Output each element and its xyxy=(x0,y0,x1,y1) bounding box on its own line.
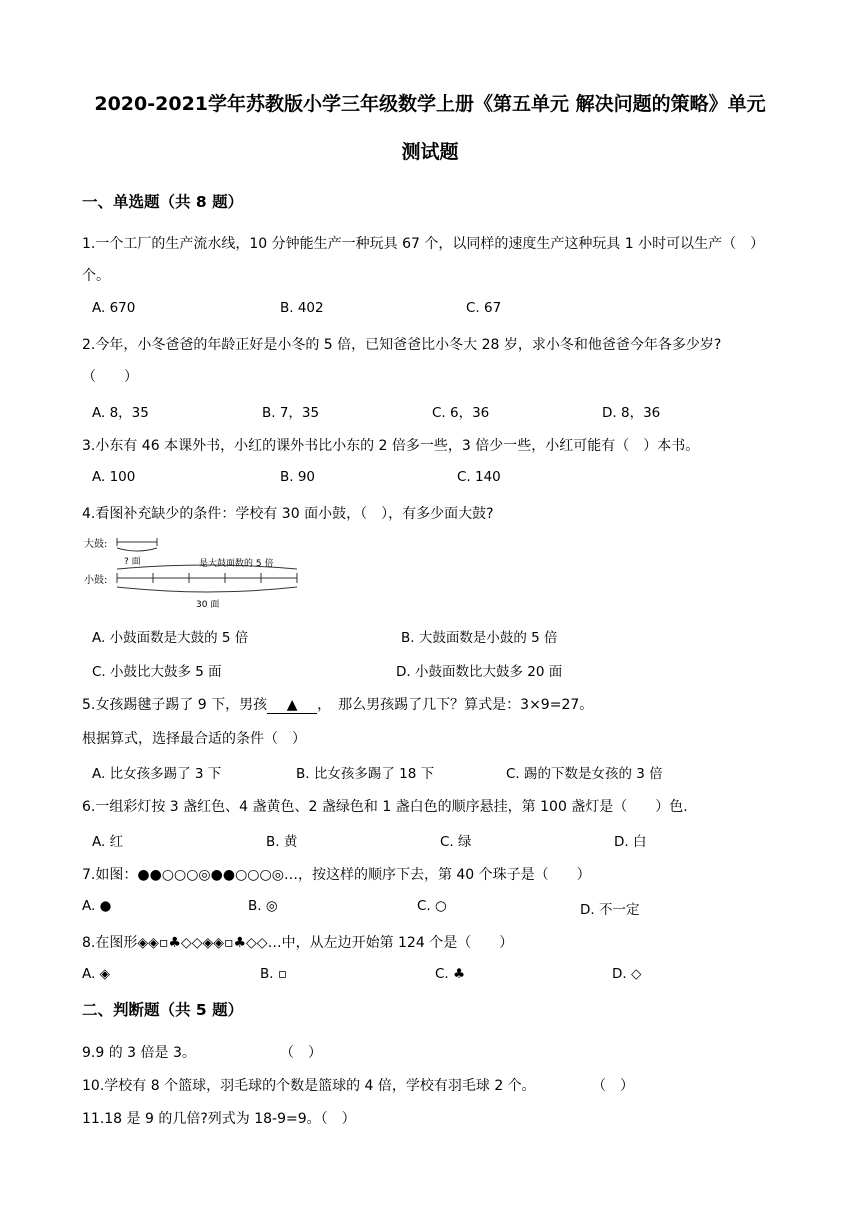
title-line-2: 测试题 xyxy=(401,141,459,163)
q2-option-a[interactable]: A. 8，35 xyxy=(92,405,149,421)
q2-option-b[interactable]: B. 7，35 xyxy=(262,405,320,421)
q2-option-c[interactable]: C. 6，36 xyxy=(432,405,490,421)
section-single-choice: 一、单选题（共 8 题） xyxy=(82,193,244,211)
q7-option-a[interactable]: A. ● xyxy=(82,898,112,914)
q8-option-c[interactable]: C. ♣ xyxy=(435,966,466,982)
q7-option-b[interactable]: B. ◎ xyxy=(248,898,278,914)
q4-option-c[interactable]: C. 小鼓比大鼓多 5 面 xyxy=(92,664,222,680)
big-drum-unknown: ? 面 xyxy=(124,557,141,567)
small-drum-total: 30 面 xyxy=(196,600,220,610)
q2-text-cont: （ ） xyxy=(82,369,138,385)
q5-text xyxy=(82,694,593,714)
q5-blank[interactable]: ▲ xyxy=(267,697,317,714)
q3-option-a[interactable]: A. 100 xyxy=(92,469,136,485)
q5-option-a[interactable]: A. 比女孩多踢了 3 下 xyxy=(92,766,222,782)
big-drum-label: 大鼓: xyxy=(84,539,108,550)
small-drum-label: 小鼓: xyxy=(84,575,108,586)
q1-option-c[interactable]: C. 67 xyxy=(466,300,502,316)
q4-option-d[interactable]: D. 小鼓面数比大鼓多 20 面 xyxy=(396,664,563,680)
q3-option-b[interactable]: B. 90 xyxy=(280,469,316,485)
q8-option-a[interactable]: A. ◈ xyxy=(82,966,110,982)
small-drum-bottom-brace xyxy=(117,587,297,592)
q4-text: 4.看图补充缺少的条件：学校有 30 面小鼓，（ ），有多少面大鼓? xyxy=(82,506,494,522)
q5-option-b[interactable]: B. 比女孩多踢了 18 下 xyxy=(296,766,435,782)
q9-answer-paren[interactable]: （ ） xyxy=(280,1045,322,1061)
q10-text: 10.学校有 8 个篮球，羽毛球的个数是篮球的 4 倍，学校有羽毛球 2 个。 xyxy=(82,1078,536,1094)
q8-text: 8.在图形◈◈▫♣◇◇◈◈▫♣◇◇…中，从左边开始第 124 个是（ ） xyxy=(82,935,514,951)
section-true-false: 二、判断题（共 5 题） xyxy=(82,1001,244,1019)
title-line-1: 2020-2021学年苏教版小学三年级数学上册《第五单元 解决问题的策略》单元 xyxy=(94,93,766,115)
drum-comparison-diagram xyxy=(84,533,304,613)
q5-text-cont: 根据算式，选择最合适的条件（ ） xyxy=(82,731,306,747)
q7-option-d[interactable]: D. 不一定 xyxy=(580,902,640,918)
q3-text: 3.小东有 46 本课外书，小红的课外书比小东的 2 倍多一些，3 倍少一些，小红可能有（ ）本书。 xyxy=(82,438,700,454)
q3-option-c[interactable]: C. 140 xyxy=(457,469,501,485)
q6-option-a[interactable]: A. 红 xyxy=(92,834,124,850)
q1-text-cont: 个。 xyxy=(82,268,110,284)
q9-text: 9.9 的 3 倍是 3。 xyxy=(82,1045,196,1061)
q5-text-suffix: ， 那么男孩踢了几下？算式是：3×9=27。 xyxy=(317,697,594,713)
q5-option-c[interactable]: C. 踢的下数是女孩的 3 倍 xyxy=(506,766,663,782)
q1-option-b[interactable]: B. 402 xyxy=(280,300,324,316)
q4-option-a[interactable]: A. 小鼓面数是大鼓的 5 倍 xyxy=(92,630,249,646)
q4-option-b[interactable]: B. 大鼓面数是小鼓的 5 倍 xyxy=(401,630,558,646)
q11-text: 11.18 是 9 的几倍?列式为 18-9=9。（ ） xyxy=(82,1111,356,1127)
q10-answer-paren[interactable]: （ ） xyxy=(592,1078,634,1094)
small-drum-note: 是大鼓面数的 5 倍 xyxy=(199,559,274,569)
q8-option-d[interactable]: D. ◇ xyxy=(612,966,642,982)
q2-option-d[interactable]: D. 8，36 xyxy=(602,405,661,421)
q8-option-b[interactable]: B. ▫ xyxy=(260,966,287,982)
q1-option-a[interactable]: A. 670 xyxy=(92,300,136,316)
q6-text: 6.一组彩灯按 3 盏红色、4 盏黄色、2 盏绿色和 1 盏白色的顺序悬挂，第 100 盏灯是（ ）色. xyxy=(82,799,688,815)
q6-option-c[interactable]: C. 绿 xyxy=(440,834,472,850)
big-drum-brace xyxy=(117,548,157,551)
q7-text: 7.如图：●●○○○◎●●○○○◎…，按这样的顺序下去，第 40 个珠子是（ ） xyxy=(82,867,591,883)
q6-option-b[interactable]: B. 黄 xyxy=(266,834,298,850)
q2-text: 2.今年，小冬爸爸的年龄正好是小冬的 5 倍，已知爸爸比小冬大 28 岁，求小冬和他爸爸今年各多少岁? xyxy=(82,337,722,353)
q1-text: 1.一个工厂的生产流水线，10 分钟能生产一种玩具 67 个，以同样的速度生产这种玩具 1 小时可以生产（ ） xyxy=(82,236,765,252)
q6-option-d[interactable]: D. 白 xyxy=(614,834,647,850)
q7-option-c[interactable]: C. ○ xyxy=(417,898,447,914)
q5-text-prefix: 5.女孩踢毽子踢了 9 下，男孩 xyxy=(82,697,268,713)
